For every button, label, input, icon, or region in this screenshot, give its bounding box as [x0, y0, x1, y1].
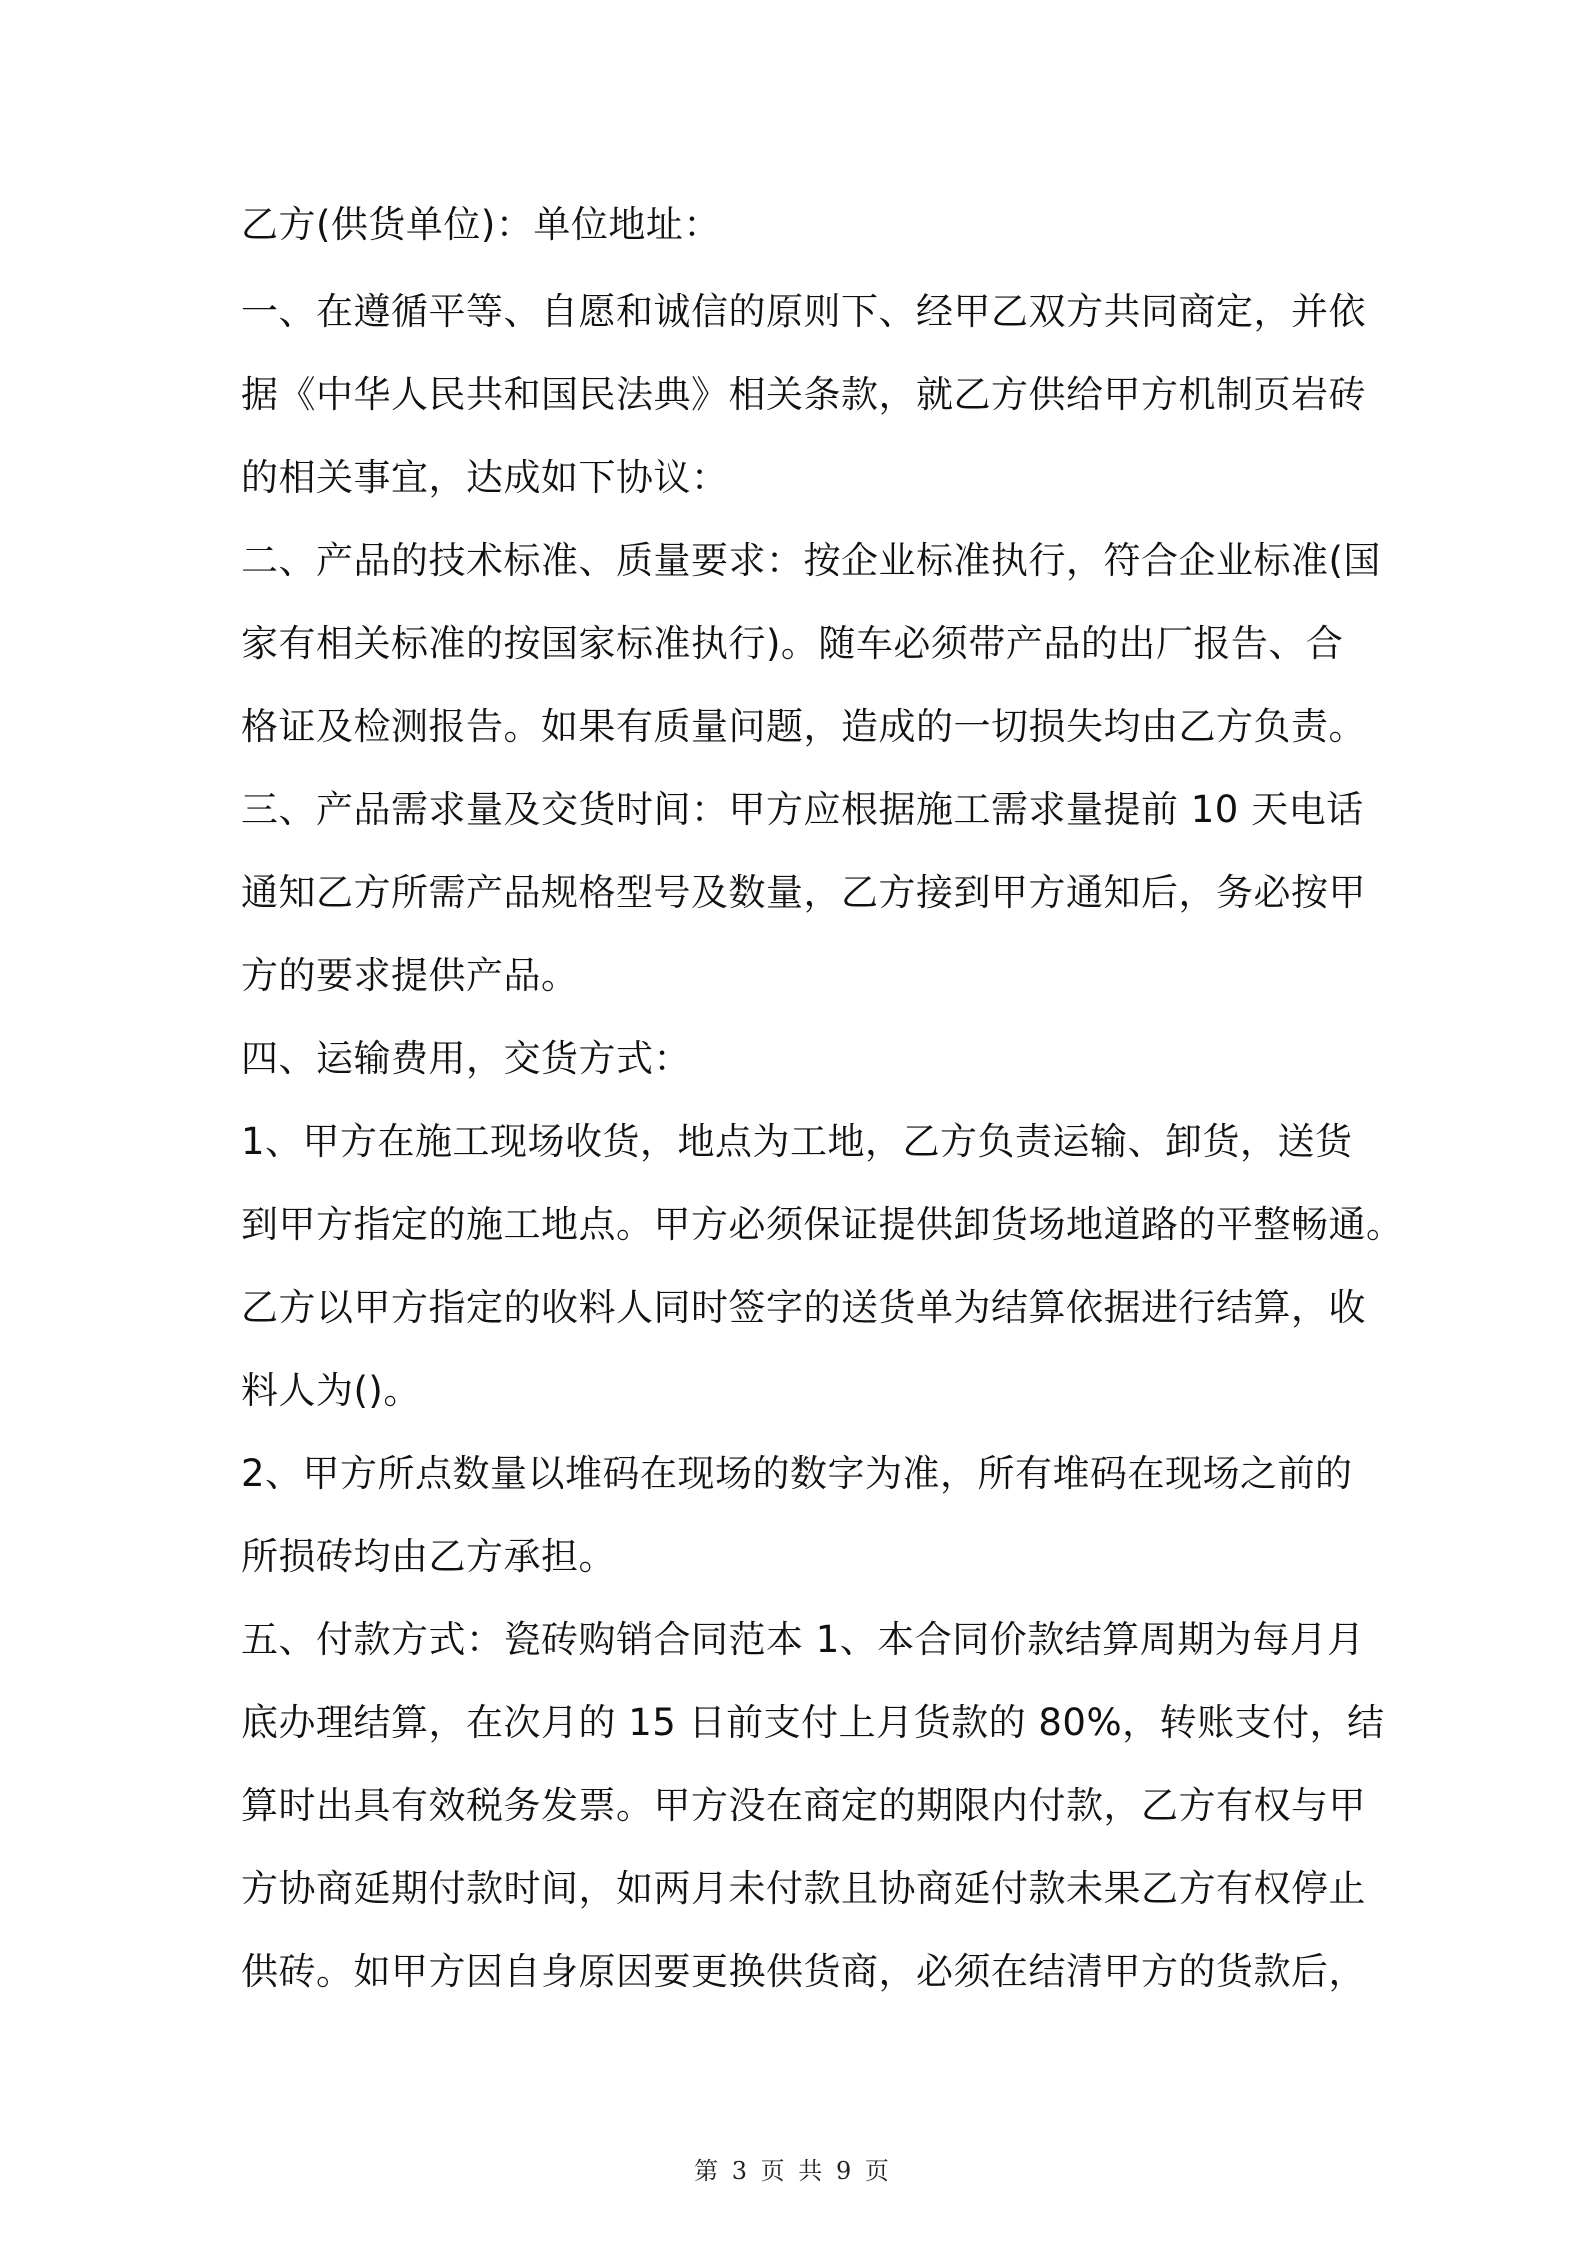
- text-line: 二、产品的技术标准、质量要求：按企业标准执行，符合企业标准(国: [241, 539, 1381, 582]
- text-line: 乙方以甲方指定的收料人同时签字的送货单为结算依据进行结算，收: [241, 1286, 1366, 1329]
- text-line: 一、在遵循平等、自愿和诚信的原则下、经甲乙双方共同商定，并依: [241, 290, 1366, 333]
- text-line: 供砖。如甲方因自身原因要更换供货商，必须在结清甲方的货款后，: [241, 1950, 1366, 1993]
- text-line: 三、产品需求量及交货时间：甲方应根据施工需求量提前 10 天电话: [241, 788, 1364, 831]
- text-line: 家有相关标准的按国家标准执行)。随车必须带产品的出厂报告、合: [241, 622, 1344, 665]
- page-number-footer: 第 3 页 共 9 页: [694, 2157, 892, 2185]
- text-line: 方的要求提供产品。: [241, 954, 579, 997]
- text-line: 所损砖均由乙方承担。: [241, 1535, 616, 1578]
- text-line: 底办理结算，在次月的 15 日前支付上月货款的 80%，转账支付，结: [241, 1701, 1385, 1744]
- text-line: 乙方(供货单位)：单位地址：: [241, 203, 721, 246]
- text-line: 料人为()。: [241, 1369, 421, 1412]
- text-line: 四、运输费用，交货方式：: [241, 1037, 691, 1080]
- text-line: 算时出具有效税务发票。甲方没在商定的期限内付款，乙方有权与甲: [241, 1784, 1366, 1827]
- text-line: 方协商延期付款时间，如两月未付款且协商延付款未果乙方有权停止: [241, 1867, 1366, 1910]
- text-line: 格证及检测报告。如果有质量问题，造成的一切损失均由乙方负责。: [241, 705, 1366, 748]
- text-line: 到甲方指定的施工地点。甲方必须保证提供卸货场地道路的平整畅通。: [241, 1203, 1404, 1246]
- text-line: 据《中华人民共和国民法典》相关条款，就乙方供给甲方机制页岩砖: [241, 373, 1366, 416]
- text-line: 2、甲方所点数量以堆码在现场的数字为准，所有堆码在现场之前的: [241, 1452, 1353, 1495]
- text-line: 通知乙方所需产品规格型号及数量，乙方接到甲方通知后，务必按甲: [241, 871, 1366, 914]
- text-line: 五、付款方式：瓷砖购销合同范本 1、本合同价款结算周期为每月月: [241, 1618, 1365, 1661]
- text-line: 1、甲方在施工现场收货，地点为工地，乙方负责运输、卸货，送货: [241, 1120, 1353, 1163]
- text-line: 的相关事宜，达成如下协议：: [241, 456, 729, 499]
